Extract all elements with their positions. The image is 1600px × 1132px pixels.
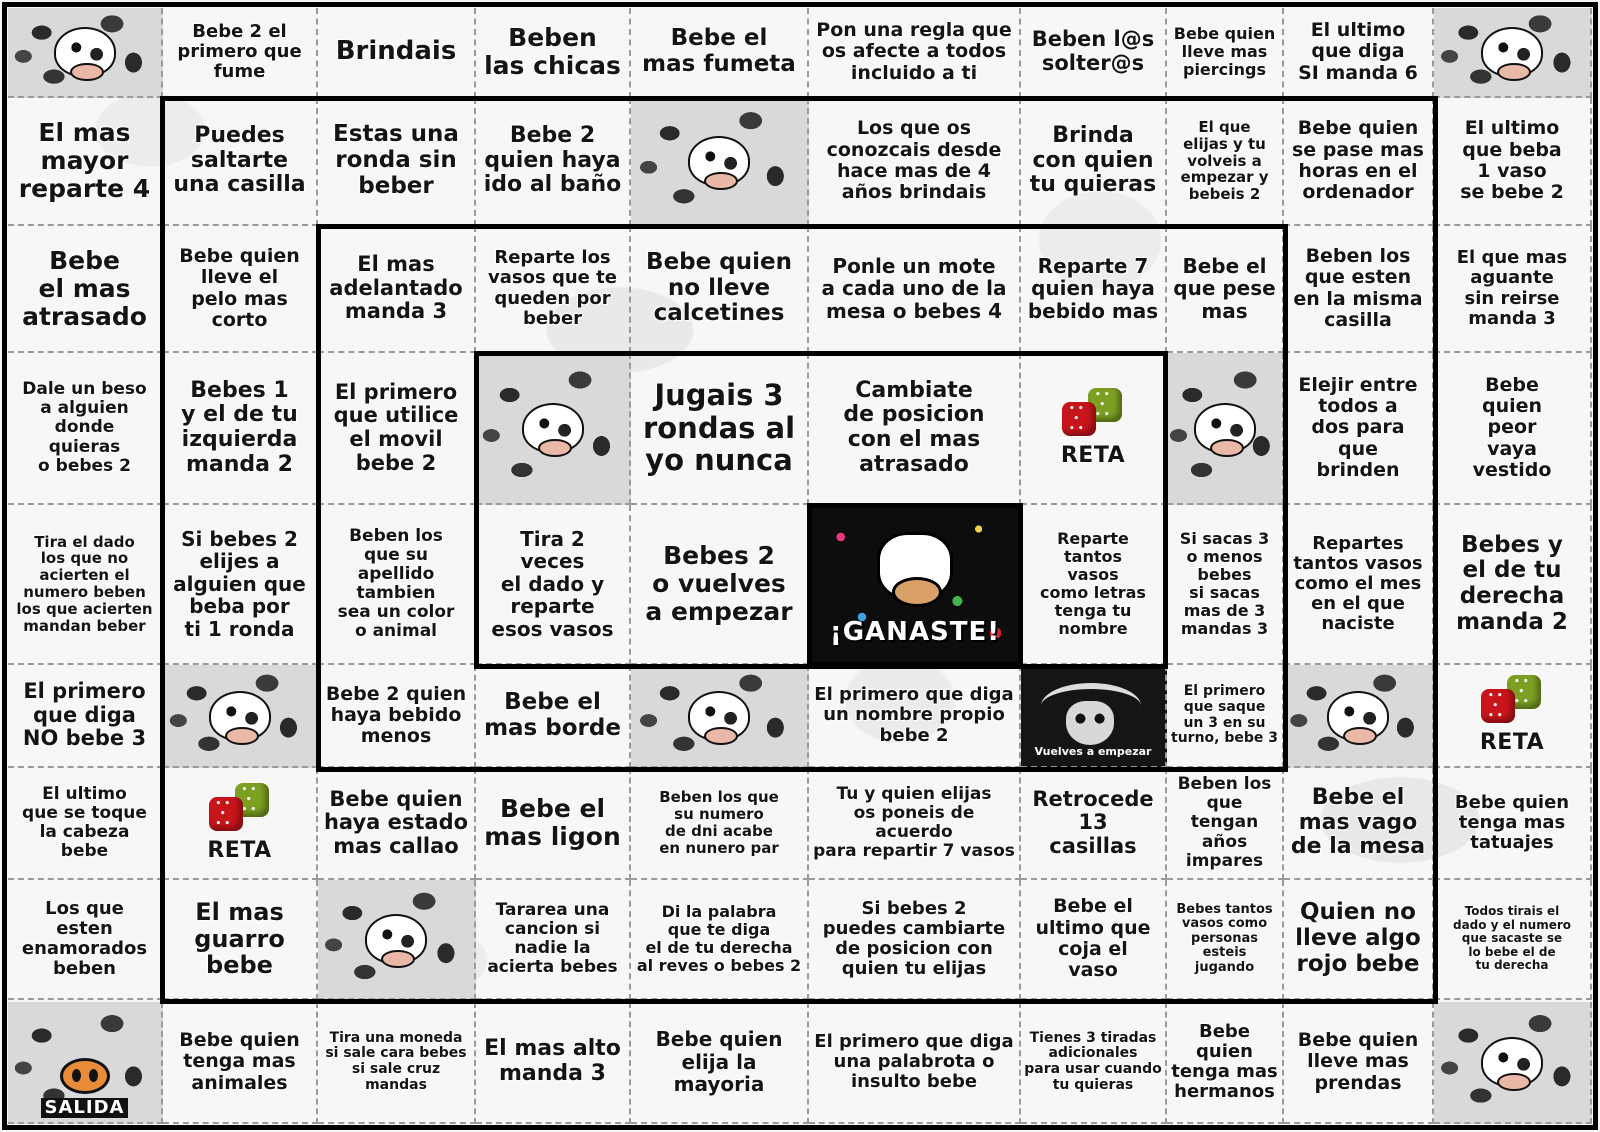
board-square: Elejir entre todos a dos para que brinden: [1284, 353, 1434, 505]
board-square: El primero que diga una palabrota o insulto bebe: [809, 1002, 1021, 1124]
dice-icon: [1062, 388, 1124, 442]
board-square: Ponle un mote a cada uno de la mesa o bebes 4: [809, 226, 1021, 353]
board-square: Si bebes 2 puedes cambiarte de posicion con quien tu elijas: [809, 880, 1021, 1000]
board-square: Bebe quien lleve mas prendas: [1284, 1002, 1434, 1124]
restart-tile: [1021, 665, 1167, 768]
board-square: Bebe quien peor vaya vestido: [1434, 353, 1592, 505]
reta-label: RETA: [1060, 442, 1126, 468]
board-square: Bebe quien no lleve calcetines: [631, 226, 809, 353]
board-square: Beben los que su apellido tambien sea un color o animal: [318, 505, 476, 665]
board-square: Tira una moneda si sale cara bebes si sale cruz mandas: [318, 1002, 476, 1124]
board-square: Bebe 2 el primero que fume: [163, 8, 318, 98]
cow-tile: [631, 665, 809, 768]
board-square: Reparte 7 quien haya bebido mas: [1021, 226, 1167, 353]
board-square: Estas una ronda sin beber: [318, 98, 476, 226]
board-square: Bebe quien elija la mayoria: [631, 1002, 809, 1124]
board-square: El que elijas y tu volveis a empezar y bebeis 2: [1167, 98, 1284, 226]
board-square: Reparte los vasos que te queden por beber: [476, 226, 631, 353]
cow-tile: [318, 880, 476, 1000]
board-square: Si bebes 2 elijes a alguien que beba por ti 1 ronda: [163, 505, 318, 665]
board-square: Bebe quien lleve el pelo mas corto: [163, 226, 318, 353]
cow-snout-icon: [60, 1058, 110, 1094]
board-square: Bebe quien tenga mas animales: [163, 1002, 318, 1124]
reta-label: RETA: [207, 837, 272, 863]
board-square: El mas adelantado manda 3: [318, 226, 476, 353]
win-label: ¡GANASTE!: [829, 617, 1001, 648]
board-square: Todos tirais el dado y el numero que sacaste se lo bebe el de tu derecha: [1434, 880, 1592, 1000]
board-square: Bebe el mas ligon: [476, 768, 631, 880]
board-square: Bebe 2 quien haya ido al baño: [476, 98, 631, 226]
win-tile: [809, 505, 1021, 665]
board-square: Bebe quien lleve mas piercings: [1167, 8, 1284, 98]
party-cow-icon: [877, 532, 953, 600]
cow-icon: [1481, 27, 1543, 77]
reta-tile: [1021, 353, 1167, 505]
cow-icon: [522, 403, 584, 453]
start-tile: [8, 1002, 163, 1124]
cow-tile: [1434, 8, 1592, 98]
cow-icon: [688, 136, 750, 186]
board-square: Pon una regla que os afecte a todos incluido a ti: [809, 8, 1021, 98]
board-square: Bebe el que pese mas: [1167, 226, 1284, 353]
board-square: Bebe el mas atrasado: [8, 226, 163, 353]
board-square: Beben los que esten en la misma casilla: [1284, 226, 1434, 353]
board-square: El que mas aguante sin reirse manda 3: [1434, 226, 1592, 353]
board-square: Puedes saltarte una casilla: [163, 98, 318, 226]
cow-icon: [54, 27, 116, 77]
cow-icon: [688, 691, 750, 741]
cow-tile: [1434, 1002, 1592, 1124]
board-square: Beben los que tengan años impares: [1167, 768, 1284, 880]
board-square: El mas mayor reparte 4: [8, 98, 163, 226]
cow-icon: [209, 691, 271, 741]
board-square: Tararea una cancion si nadie la acierta bebes: [476, 880, 631, 1000]
cow-icon: [1327, 691, 1389, 741]
board-square: Quien no lleve algo rojo bebe: [1284, 880, 1434, 1000]
board-square: Bebe 2 quien haya bebido menos: [318, 665, 476, 768]
board-square: El mas alto manda 3: [476, 1002, 631, 1124]
board-square: Tienes 3 tiradas adicionales para usar cuando tu quieras: [1021, 1002, 1167, 1124]
board-square: Beben las chicas: [476, 8, 631, 98]
board-square: Bebe quien se pase mas horas en el ordenador: [1284, 98, 1434, 226]
board-square: El primero que utilice el movil bebe 2: [318, 353, 476, 505]
board-square: Bebes tantos vasos como personas esteis jugando: [1167, 880, 1284, 1000]
board-square: Bebes 2 o vuelves a empezar: [631, 505, 809, 665]
cow-tile: [8, 8, 163, 98]
board-square: Bebes 1 y el de tu izquierda manda 2: [163, 353, 318, 505]
dice-icon: [209, 783, 271, 837]
restart-label: Vuelves a empezar: [1034, 744, 1152, 758]
cow-tile: [1167, 353, 1284, 505]
board-square: Bebe quien tenga mas hermanos: [1167, 1002, 1284, 1124]
cow-icon: [1194, 403, 1256, 453]
board-square: El primero que diga un nombre propio bebe 2: [809, 665, 1021, 768]
dice-icon: [1481, 675, 1543, 729]
board-square: Bebes y el de tu derecha manda 2: [1434, 505, 1592, 665]
board-square: Si sacas 3 o menos bebes si sacas mas de 3 mandas 3: [1167, 505, 1284, 665]
board-square: Brinda con quien tu quieras: [1021, 98, 1167, 226]
board-square: El primero que saque un 3 en su turno, bebe 3: [1167, 665, 1284, 768]
reta-tile: [163, 768, 318, 880]
board-square: Cambiate de posicion con el mas atrasado: [809, 353, 1021, 505]
board-square: Brindais: [318, 8, 476, 98]
board-square: Repartes tantos vasos como el mes en el que naciste: [1284, 505, 1434, 665]
cow-icon: [365, 914, 427, 964]
reta-label: RETA: [1479, 730, 1545, 756]
board-square: Tira el dado los que no acierten el numero beben los que acierten mandan beber: [8, 505, 163, 665]
cow-tile: [631, 98, 809, 226]
board-square: Bebe el mas fumeta: [631, 8, 809, 98]
board-square: El mas guarro bebe: [163, 880, 318, 1000]
board-square: Los que esten enamorados beben: [8, 880, 163, 1000]
board-square: Dale un beso a alguien donde quieras o bebes 2: [8, 353, 163, 505]
board-square: El ultimo que diga SI manda 6: [1284, 8, 1434, 98]
board-square: Beben los que su numero de dni acabe en nunero par: [631, 768, 809, 880]
board-square: El ultimo que beba 1 vaso se bebe 2: [1434, 98, 1592, 226]
board-square: Reparte tantos vasos como letras tenga tu nombre: [1021, 505, 1167, 665]
board-square: Los que os conozcais desde hace mas de 4 años brindais: [809, 98, 1021, 226]
cow-icon: [1481, 1037, 1543, 1087]
skull-icon: [1066, 701, 1114, 745]
board-square: Beben l@s solter@s: [1021, 8, 1167, 98]
board-square: Tira 2 veces el dado y reparte esos vasos: [476, 505, 631, 665]
board-square: Retrocede 13 casillas: [1021, 768, 1167, 880]
board-square: Di la palabra que te diga el de tu derecha al reves o bebes 2: [631, 880, 809, 1000]
cow-tile: [163, 665, 318, 768]
board-square: Tu y quien elijas os poneis de acuerdo para repartir 7 vasos: [809, 768, 1021, 880]
start-label: SALIDA: [41, 1098, 129, 1118]
board-square: Bebe el mas borde: [476, 665, 631, 768]
board-square: El primero que diga NO bebe 3: [8, 665, 163, 768]
board-square: Bebe quien tenga mas tatuajes: [1434, 768, 1592, 880]
cow-tile: [1284, 665, 1434, 768]
board-square: El ultimo que se toque la cabeza bebe: [8, 768, 163, 880]
board-square: Bebe el ultimo que coja el vaso: [1021, 880, 1167, 1000]
board-square: Bebe el mas vago de la mesa: [1284, 768, 1434, 880]
board-square: Bebe quien haya estado mas callao: [318, 768, 476, 880]
cow-tile: [476, 353, 631, 505]
board-square: Jugais 3 rondas al yo nunca: [631, 353, 809, 505]
reta-tile: [1434, 665, 1592, 768]
